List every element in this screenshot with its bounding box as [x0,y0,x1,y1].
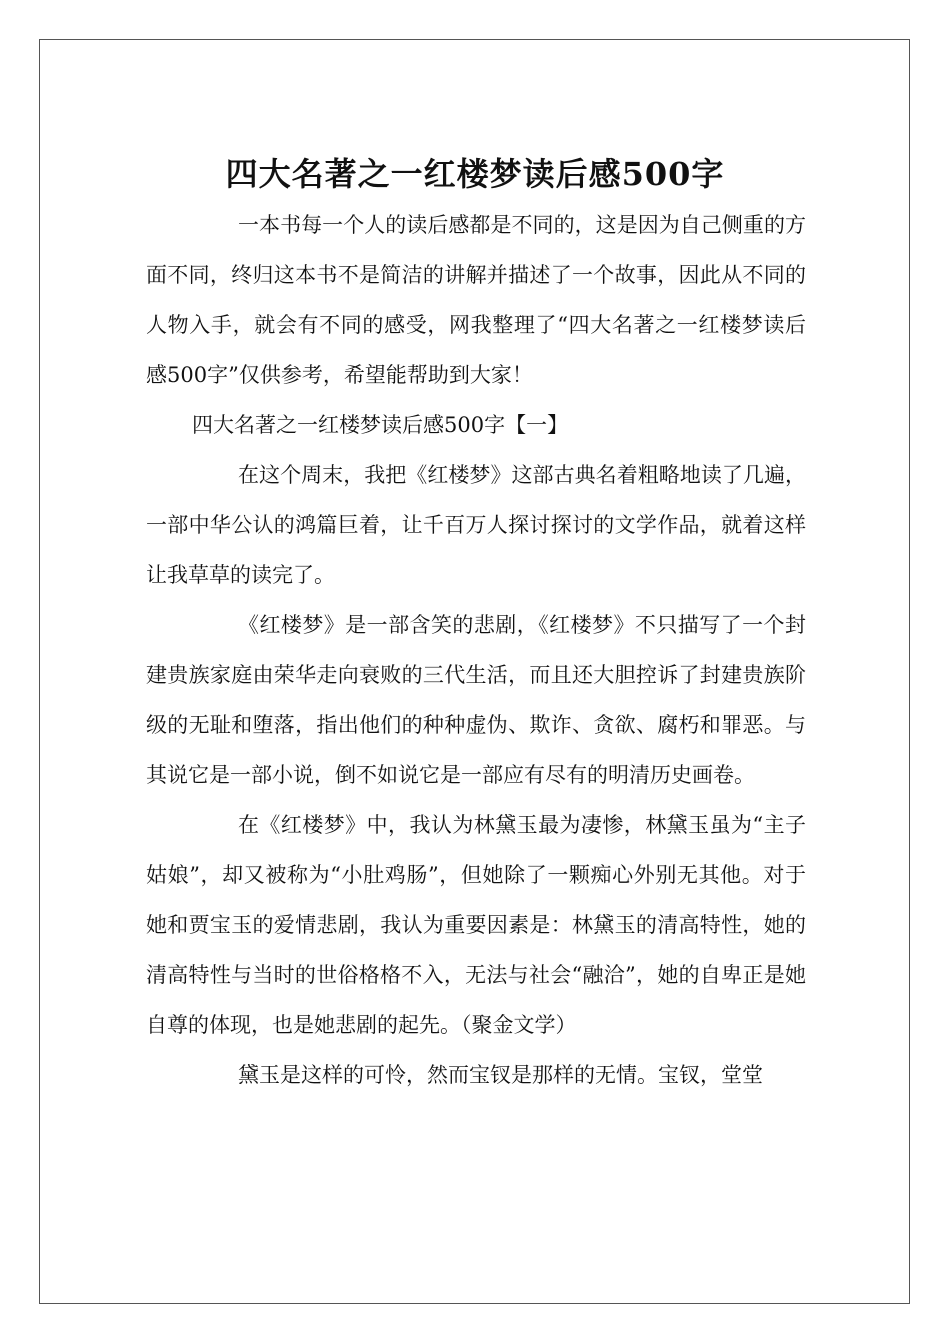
paragraph: 在这个周末，我把《红楼梦》这部古典名着粗略地读了几遍，一部中华公认的鸿篇巨着，让千百万人探讨探讨的文学作品，就着这样让我草草的读完了。 [146,463,806,587]
paragraph: 《红楼梦》是一部含笑的悲剧，《红楼梦》不只描写了一个封建贵族家庭由荣华走向衰败的三代生活，而且还大胆控诉了封建贵族阶级的无耻和堕落，指出他们的种种虚伪、欺诈、贪欲、腐朽和罪恶。与其说它是一部小说，倒不如说它是一部应有尽有的明清历史画卷。 [146,613,806,787]
section-heading: 四大名著之一红楼梦读后感500字【一】 [192,413,569,437]
paragraph-intro: 一本书每一个人的读后感都是不同的，这是因为自己侧重的方面不同，终归这本书不是简洁的讲解并描述了一个故事，因此从不同的人物入手，就会有不同的感受，网我整理了“四大名著之一红楼梦读后感500字”仅供参考，希望能帮助到大家！ [146,213,806,387]
document-body [146,200,806,1100]
paragraph: 黛玉是这样的可怜，然而宝钗是那样的无情。宝钗，堂堂 [238,1063,763,1087]
document-title: 四大名著之一红楼梦读后感500字 [225,155,725,194]
paragraph: 在《红楼梦》中，我认为林黛玉最为凄惨，林黛玉虽为“主子姑娘”，却又被称为“小肚鸡肠”，但她除了一颗痴心外别无其他。对于她和贾宝玉的爱情悲剧，我认为重要因素是：林黛玉的清高特性，她的清高特性与当时的世俗格格不入，无法与社会“融洽”，她的自卑正是她自尊的体现，也是她悲剧的起先。（聚金文学） [146,813,806,1037]
